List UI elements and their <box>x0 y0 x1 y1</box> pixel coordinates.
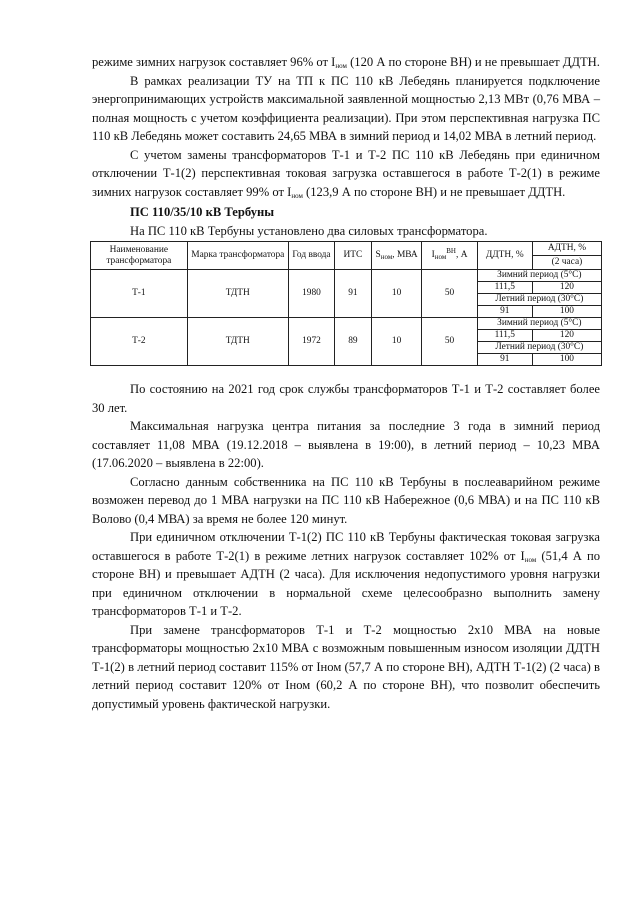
winter-period-label: Зимний период (5°С) <box>477 318 601 330</box>
transformer-table: Наименование трансформатора Марка трансформатора Год ввода ИТС $S_{ном}$, МВА $I_{ном}^{ВН}$, А ДДТН, % АДТН, % (2 часа) Т-1 ТДТН 1980 91 10 50 Зимний период (5°С) 111,5 120 Летний период (30°С) 91 100 Т-2 ТДТН 1972 89 10 50 Зимний период (5°С) 111,5 120 Летний период (30°С) 91 100 <box>90 241 602 366</box>
paragraph-4: По состоянию на 2021 год срок службы трансформаторов Т-1 и Т-2 составляет более 30 лет. <box>92 382 600 415</box>
header-ddtn: ДДТН, % <box>477 242 532 270</box>
winter-period-label: Зимний период (5°С) <box>477 270 601 282</box>
header-name: Наименование трансформатора <box>91 242 188 270</box>
header-year: Год ввода <box>288 242 334 270</box>
paragraph-8: При замене трансформаторов Т-1 и Т-2 мощностью 2х10 МВА на новые трансформаторы мощностью 2х10 МВА с возможным повышенным износом изоляции ДДТН Т-1(2) в летний период составит 115% от Iном (57,7 А по стороне ВН), АДТН Т-1(2) (2 часа) в летний период составит 120% от Iном (60,2 А по стороне ВН), что позволит обеспечить допустимый уровень фактической нагрузки. <box>92 622 600 711</box>
paragraph-1: режиме зимних нагрузок составляет 96% от $I_{ном}$ (120 А по стороне ВН) и не превышает ДДТН. <box>92 55 600 70</box>
header-adtn: АДТН, % <box>532 242 601 256</box>
header-brand: Марка трансформатора <box>187 242 288 270</box>
header-its: ИТС <box>334 242 371 270</box>
header-i-nom: $I_{ном}^{ВН}$, А <box>422 242 477 270</box>
table-row: Т-1 ТДТН 1980 91 10 50 Зимний период (5°С) <box>91 270 602 282</box>
summer-period-label: Летний период (30°С) <box>477 294 601 306</box>
table-header-row <box>91 242 602 256</box>
section-intro: На ПС 110 кВ Тербуны установлено два силовых трансформатора. <box>130 223 488 238</box>
summer-period-label: Летний период (30°С) <box>477 342 601 354</box>
paragraph-3: С учетом замены трансформаторов Т-1 и Т-2 ПС 110 кВ Лебедянь при единичном отключении Т-1(2) перспективная токовая загрузка оставшегося в работе Т-2(1) в режиме зимних нагрузок составляет 99% от $I_{ном}$ (123,9 А по стороне ВН) и не превышает ДДТН. <box>92 147 600 200</box>
paragraph-5: Максимальная нагрузка центра питания за последние 3 года в зимний период составляет 11,08 МВА (19.12.2018 – выявлена в 19:00), в летний период – 10,23 МВА (17.06.2020 – выявлена в 22:00). <box>92 419 600 470</box>
section-heading: ПС 110/35/10 кВ Тербуны <box>130 205 275 219</box>
paragraph-6: Согласно данным собственника на ПС 110 кВ Тербуны в послеаварийном режиме возможен перевод до 1 МВА нагрузки на ПС 110 кВ Набережное (0,6 МВА) и на ПС 110 кВ Волово (0,4 МВА) за время не более 120 минут. <box>92 474 600 526</box>
header-s-nom: $S_{ном}$, МВА <box>371 242 422 270</box>
paragraph-7: При единичном отключении Т-1(2) ПС 110 кВ Тербуны фактическая токовая загрузка оставшегося в работе Т-2(1) в режиме летних нагрузок составляет 102% от $I_{ном}$ (51,4 А по стороне ВН) и превышает АДТН (2 часа). Для исключения недопустимого уровня нагрузки при единичном отключении в нормальной схеме целесообразно выполнить замену трансформаторов Т-1 и Т-2. <box>92 530 600 618</box>
paragraph-2: В рамках реализации ТУ на ТП к ПС 110 кВ Лебедянь планируется подключение энергопринимающих устройств максимальной заявленной мощностью 2,13 МВт (0,76 МВА – полная мощность с учетом коэффициента реализации). При этом перспективная нагрузка ПС 110 кВ Лебедянь может составить 24,65 МВА в зимний период и 14,02 МВА в летний период. <box>92 73 600 143</box>
document-page <box>92 53 600 713</box>
table-row: Т-2 ТДТН 1972 89 10 50 Зимний период (5°С) <box>91 318 602 330</box>
header-adtn-sub: (2 часа) <box>532 256 601 270</box>
